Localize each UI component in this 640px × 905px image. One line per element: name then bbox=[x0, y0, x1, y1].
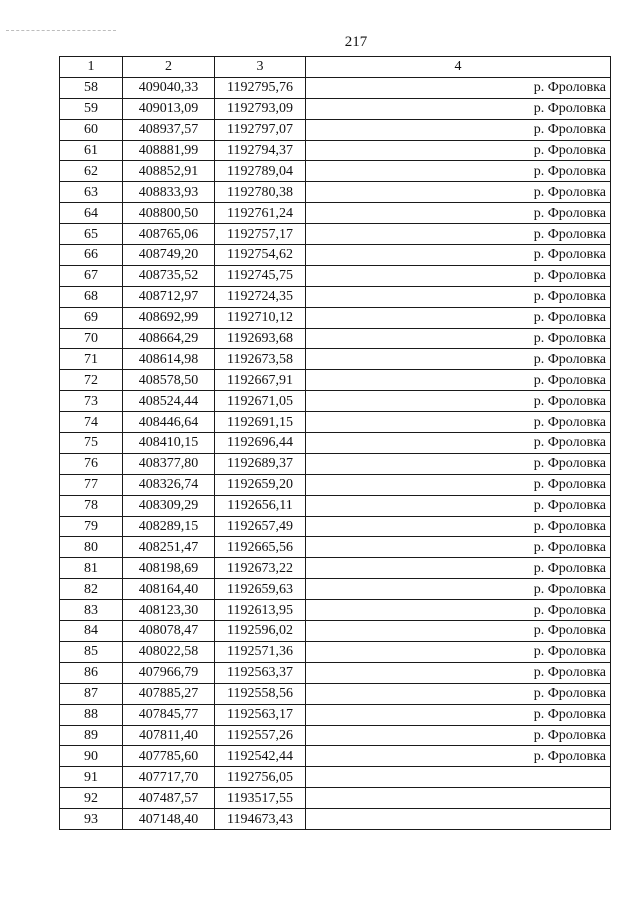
table-row bbox=[60, 119, 611, 140]
location-cell: р. Фроловка bbox=[306, 391, 611, 412]
point-number-cell: 88 bbox=[60, 704, 123, 725]
point-number-cell: 68 bbox=[60, 286, 123, 307]
location-cell: р. Фроловка bbox=[306, 182, 611, 203]
y-coordinate-cell: 1192673,22 bbox=[215, 558, 306, 579]
point-number-cell: 67 bbox=[60, 265, 123, 286]
table-header-row bbox=[60, 57, 611, 78]
point-number-cell: 59 bbox=[60, 98, 123, 119]
y-coordinate-cell: 1192671,05 bbox=[215, 391, 306, 412]
y-coordinate-cell: 1192696,44 bbox=[215, 433, 306, 454]
x-coordinate-cell: 408735,52 bbox=[123, 265, 215, 286]
point-number-cell: 60 bbox=[60, 119, 123, 140]
x-coordinate-cell: 408578,50 bbox=[123, 370, 215, 391]
y-coordinate-cell: 1192613,95 bbox=[215, 600, 306, 621]
table-row bbox=[60, 704, 611, 725]
location-cell bbox=[306, 767, 611, 788]
table-row bbox=[60, 662, 611, 683]
coordinates-table bbox=[59, 56, 611, 830]
y-coordinate-cell: 1192563,17 bbox=[215, 704, 306, 725]
point-number-cell: 74 bbox=[60, 412, 123, 433]
table-row bbox=[60, 182, 611, 203]
point-number-cell: 90 bbox=[60, 746, 123, 767]
x-coordinate-cell: 407487,57 bbox=[123, 788, 215, 809]
table-row bbox=[60, 516, 611, 537]
x-coordinate-cell: 408446,64 bbox=[123, 412, 215, 433]
x-coordinate-cell: 408022,58 bbox=[123, 641, 215, 662]
location-cell: р. Фроловка bbox=[306, 98, 611, 119]
x-coordinate-cell: 408251,47 bbox=[123, 537, 215, 558]
point-number-cell: 80 bbox=[60, 537, 123, 558]
point-number-cell: 75 bbox=[60, 433, 123, 454]
x-coordinate-cell: 408326,74 bbox=[123, 474, 215, 495]
table-row bbox=[60, 788, 611, 809]
x-coordinate-cell: 408289,15 bbox=[123, 516, 215, 537]
location-cell: р. Фроловка bbox=[306, 203, 611, 224]
y-coordinate-cell: 1192665,56 bbox=[215, 537, 306, 558]
y-coordinate-cell: 1192673,58 bbox=[215, 349, 306, 370]
table-row bbox=[60, 370, 611, 391]
table-row bbox=[60, 349, 611, 370]
location-cell: р. Фроловка bbox=[306, 453, 611, 474]
table-row bbox=[60, 391, 611, 412]
x-coordinate-cell: 408765,06 bbox=[123, 224, 215, 245]
location-cell: р. Фроловка bbox=[306, 641, 611, 662]
point-number-cell: 91 bbox=[60, 767, 123, 788]
point-number-cell: 86 bbox=[60, 662, 123, 683]
location-cell: р. Фроловка bbox=[306, 558, 611, 579]
table-row bbox=[60, 286, 611, 307]
x-coordinate-cell: 408198,69 bbox=[123, 558, 215, 579]
x-coordinate-cell: 408937,57 bbox=[123, 119, 215, 140]
y-coordinate-cell: 1192656,11 bbox=[215, 495, 306, 516]
point-number-cell: 58 bbox=[60, 77, 123, 98]
x-coordinate-cell: 408377,80 bbox=[123, 453, 215, 474]
table-row bbox=[60, 600, 611, 621]
location-cell bbox=[306, 809, 611, 830]
y-coordinate-cell: 1192710,12 bbox=[215, 307, 306, 328]
x-coordinate-cell: 407148,40 bbox=[123, 809, 215, 830]
x-coordinate-cell: 408749,20 bbox=[123, 245, 215, 266]
header-cell-1: 1 bbox=[60, 57, 123, 78]
scan-artifact-line bbox=[6, 30, 116, 31]
point-number-cell: 73 bbox=[60, 391, 123, 412]
table-row bbox=[60, 809, 611, 830]
x-coordinate-cell: 409013,09 bbox=[123, 98, 215, 119]
point-number-cell: 65 bbox=[60, 224, 123, 245]
table-row bbox=[60, 140, 611, 161]
y-coordinate-cell: 1192689,37 bbox=[215, 453, 306, 474]
location-cell: р. Фроловка bbox=[306, 119, 611, 140]
location-cell: р. Фроловка bbox=[306, 328, 611, 349]
location-cell: р. Фроловка bbox=[306, 704, 611, 725]
table-row bbox=[60, 537, 611, 558]
table-row bbox=[60, 307, 611, 328]
y-coordinate-cell: 1192659,63 bbox=[215, 579, 306, 600]
location-cell: р. Фроловка bbox=[306, 579, 611, 600]
x-coordinate-cell: 407885,27 bbox=[123, 683, 215, 704]
y-coordinate-cell: 1192789,04 bbox=[215, 161, 306, 182]
table-row bbox=[60, 641, 611, 662]
point-number-cell: 69 bbox=[60, 307, 123, 328]
location-cell: р. Фроловка bbox=[306, 433, 611, 454]
location-cell: р. Фроловка bbox=[306, 474, 611, 495]
point-number-cell: 83 bbox=[60, 600, 123, 621]
header-cell-2: 2 bbox=[123, 57, 215, 78]
table-row bbox=[60, 245, 611, 266]
table-row bbox=[60, 203, 611, 224]
x-coordinate-cell: 407717,70 bbox=[123, 767, 215, 788]
location-cell: р. Фроловка bbox=[306, 412, 611, 433]
header-cell-3: 3 bbox=[215, 57, 306, 78]
location-cell: р. Фроловка bbox=[306, 537, 611, 558]
x-coordinate-cell: 408164,40 bbox=[123, 579, 215, 600]
y-coordinate-cell: 1192558,56 bbox=[215, 683, 306, 704]
location-cell: р. Фроловка bbox=[306, 349, 611, 370]
x-coordinate-cell: 409040,33 bbox=[123, 77, 215, 98]
table-row bbox=[60, 412, 611, 433]
location-cell bbox=[306, 788, 611, 809]
location-cell: р. Фроловка bbox=[306, 516, 611, 537]
y-coordinate-cell: 1192780,38 bbox=[215, 182, 306, 203]
table-row bbox=[60, 495, 611, 516]
point-number-cell: 85 bbox=[60, 641, 123, 662]
table-row bbox=[60, 328, 611, 349]
y-coordinate-cell: 1192659,20 bbox=[215, 474, 306, 495]
table-row bbox=[60, 161, 611, 182]
x-coordinate-cell: 408123,30 bbox=[123, 600, 215, 621]
y-coordinate-cell: 1192745,75 bbox=[215, 265, 306, 286]
x-coordinate-cell: 408852,91 bbox=[123, 161, 215, 182]
table-row bbox=[60, 579, 611, 600]
point-number-cell: 93 bbox=[60, 809, 123, 830]
y-coordinate-cell: 1192724,35 bbox=[215, 286, 306, 307]
point-number-cell: 61 bbox=[60, 140, 123, 161]
point-number-cell: 92 bbox=[60, 788, 123, 809]
y-coordinate-cell: 1192761,24 bbox=[215, 203, 306, 224]
table-row bbox=[60, 621, 611, 642]
point-number-cell: 66 bbox=[60, 245, 123, 266]
location-cell: р. Фроловка bbox=[306, 307, 611, 328]
point-number-cell: 70 bbox=[60, 328, 123, 349]
y-coordinate-cell: 1192691,15 bbox=[215, 412, 306, 433]
header-cell-4: 4 bbox=[306, 57, 611, 78]
location-cell: р. Фроловка bbox=[306, 683, 611, 704]
x-coordinate-cell: 408833,93 bbox=[123, 182, 215, 203]
x-coordinate-cell: 407966,79 bbox=[123, 662, 215, 683]
y-coordinate-cell: 1192571,36 bbox=[215, 641, 306, 662]
point-number-cell: 71 bbox=[60, 349, 123, 370]
location-cell: р. Фроловка bbox=[306, 600, 611, 621]
table-row bbox=[60, 224, 611, 245]
table-row bbox=[60, 265, 611, 286]
location-cell: р. Фроловка bbox=[306, 224, 611, 245]
point-number-cell: 62 bbox=[60, 161, 123, 182]
table-row bbox=[60, 767, 611, 788]
point-number-cell: 87 bbox=[60, 683, 123, 704]
x-coordinate-cell: 408800,50 bbox=[123, 203, 215, 224]
x-coordinate-cell: 408664,29 bbox=[123, 328, 215, 349]
point-number-cell: 82 bbox=[60, 579, 123, 600]
point-number-cell: 63 bbox=[60, 182, 123, 203]
page-number: 217 bbox=[344, 34, 368, 50]
point-number-cell: 77 bbox=[60, 474, 123, 495]
y-coordinate-cell: 1192797,07 bbox=[215, 119, 306, 140]
location-cell: р. Фроловка bbox=[306, 286, 611, 307]
x-coordinate-cell: 408614,98 bbox=[123, 349, 215, 370]
x-coordinate-cell: 408881,99 bbox=[123, 140, 215, 161]
y-coordinate-cell: 1192754,62 bbox=[215, 245, 306, 266]
y-coordinate-cell: 1192542,44 bbox=[215, 746, 306, 767]
location-cell: р. Фроловка bbox=[306, 495, 611, 516]
y-coordinate-cell: 1192557,26 bbox=[215, 725, 306, 746]
table-row bbox=[60, 98, 611, 119]
table-row bbox=[60, 433, 611, 454]
location-cell: р. Фроловка bbox=[306, 245, 611, 266]
location-cell: р. Фроловка bbox=[306, 161, 611, 182]
location-cell: р. Фроловка bbox=[306, 140, 611, 161]
y-coordinate-cell: 1194673,43 bbox=[215, 809, 306, 830]
y-coordinate-cell: 1193517,55 bbox=[215, 788, 306, 809]
point-number-cell: 84 bbox=[60, 621, 123, 642]
table-row bbox=[60, 746, 611, 767]
table-body bbox=[60, 57, 611, 830]
x-coordinate-cell: 408410,15 bbox=[123, 433, 215, 454]
x-coordinate-cell: 408692,99 bbox=[123, 307, 215, 328]
y-coordinate-cell: 1192657,49 bbox=[215, 516, 306, 537]
x-coordinate-cell: 407845,77 bbox=[123, 704, 215, 725]
table-row bbox=[60, 725, 611, 746]
x-coordinate-cell: 408078,47 bbox=[123, 621, 215, 642]
x-coordinate-cell: 408524,44 bbox=[123, 391, 215, 412]
x-coordinate-cell: 407811,40 bbox=[123, 725, 215, 746]
table-row bbox=[60, 558, 611, 579]
location-cell: р. Фроловка bbox=[306, 746, 611, 767]
point-number-cell: 79 bbox=[60, 516, 123, 537]
point-number-cell: 64 bbox=[60, 203, 123, 224]
point-number-cell: 76 bbox=[60, 453, 123, 474]
table-row bbox=[60, 474, 611, 495]
y-coordinate-cell: 1192756,05 bbox=[215, 767, 306, 788]
y-coordinate-cell: 1192794,37 bbox=[215, 140, 306, 161]
point-number-cell: 89 bbox=[60, 725, 123, 746]
y-coordinate-cell: 1192757,17 bbox=[215, 224, 306, 245]
y-coordinate-cell: 1192693,68 bbox=[215, 328, 306, 349]
table-row bbox=[60, 77, 611, 98]
y-coordinate-cell: 1192795,76 bbox=[215, 77, 306, 98]
x-coordinate-cell: 407785,60 bbox=[123, 746, 215, 767]
point-number-cell: 81 bbox=[60, 558, 123, 579]
location-cell: р. Фроловка bbox=[306, 370, 611, 391]
y-coordinate-cell: 1192667,91 bbox=[215, 370, 306, 391]
location-cell: р. Фроловка bbox=[306, 621, 611, 642]
y-coordinate-cell: 1192596,02 bbox=[215, 621, 306, 642]
point-number-cell: 78 bbox=[60, 495, 123, 516]
x-coordinate-cell: 408712,97 bbox=[123, 286, 215, 307]
location-cell: р. Фроловка bbox=[306, 77, 611, 98]
location-cell: р. Фроловка bbox=[306, 265, 611, 286]
x-coordinate-cell: 408309,29 bbox=[123, 495, 215, 516]
y-coordinate-cell: 1192793,09 bbox=[215, 98, 306, 119]
location-cell: р. Фроловка bbox=[306, 662, 611, 683]
point-number-cell: 72 bbox=[60, 370, 123, 391]
y-coordinate-cell: 1192563,37 bbox=[215, 662, 306, 683]
table-row bbox=[60, 683, 611, 704]
location-cell: р. Фроловка bbox=[306, 725, 611, 746]
table-row bbox=[60, 453, 611, 474]
